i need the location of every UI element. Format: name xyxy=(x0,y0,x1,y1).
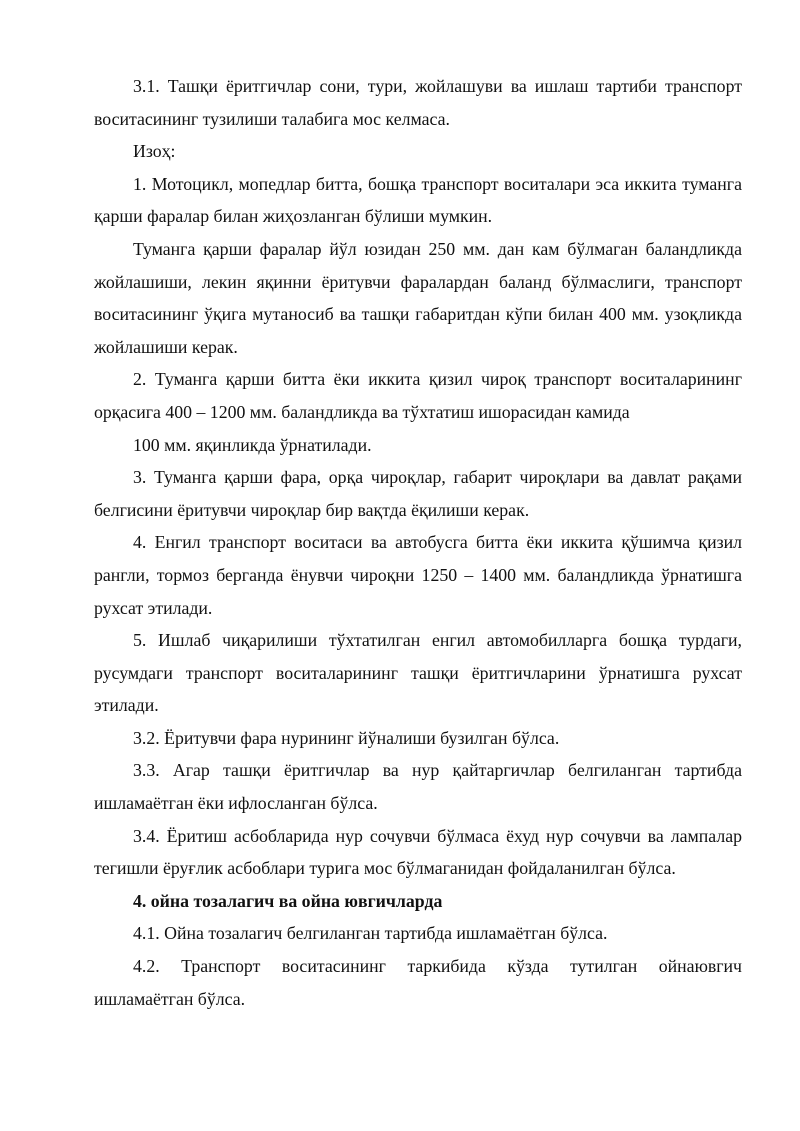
note-item-1: 1. Мотоцикл, мопедлар битта, бошқа транспорт воситалари эса иккита туманга қарши фаралар билан жиҳозланган бўлиши мумкин. xyxy=(94,173,742,227)
paragraph-4-2: 4.2. Транспорт воситасининг таркибида кўзда тутилган ойнаювгич ишламаётган бўлса. xyxy=(94,956,742,1009)
note-item-2-continuation: 100 мм. яқинликда ўрнатилади. xyxy=(133,434,372,455)
note-item-4: 4. Енгил транспорт воситаси ва автобусга битта ёки иккита қўшимча қизил рангли, тормоз берганда ёнувчи чироқни 1250 – 1400 мм. баландликда ўрнатишга рухсат этилади. xyxy=(94,532,742,618)
note-item-3: 3. Туманга қарши фара, орқа чироқлар, габарит чироқлари ва давлат рақами белгисини ёритувчи чироқлар бир вақтда ёқилиши керак. xyxy=(94,467,742,520)
paragraph-4-1: 4.1. Ойна тозалагич белгиланган тартибда ишламаётган бўлса. xyxy=(133,923,608,944)
section-4-heading: 4. ойна тозалагич ва ойна ювгичларда xyxy=(133,890,443,911)
paragraph-3-3: 3.3. Агар ташқи ёритгичлар ва нур қайтаргичлар белгиланган тартибда ишламаётган ёки ифлосланган бўлса. xyxy=(94,760,742,814)
paragraph-3-4: 3.4. Ёритиш асбобларида нур сочувчи бўлмаса ёхуд нур сочувчи ва лампалар тегишли ёруғлик асбоблари турига мос бўлмаганидан фойдаланилган бўлса. xyxy=(94,825,742,879)
note-item-2: 2. Туманга қарши битта ёки иккита қизил чироқ транспорт воситаларининг орқасига 400 – 1200 мм. баландликда ва тўхтатиш ишорасидан камида xyxy=(94,369,742,422)
paragraph-3-2: 3.2. Ёритувчи фара нурининг йўналиши бузилган бўлса. xyxy=(133,727,560,748)
document-page xyxy=(94,70,742,1015)
note-item-5: 5. Ишлаб чиқарилиши тўхтатилган енгил автомобилларга бошқа турдаги, русумдаги транспорт воситаларининг ташқи ёритгичларини ўрнатишга рухсат этилади. xyxy=(94,630,742,716)
paragraph-3-1: 3.1. Ташқи ёритгичлар сони, тури, жойлашуви ва ишлаш тартиби транспорт воситасининг тузилиши талабига мос келмаса. xyxy=(94,76,742,129)
note-item-1-detail: Туманга қарши фаралар йўл юзидан 250 мм. дан кам бўлмаган баландликда жойлашиши, лекин яқинни ёритувчи фаралардан баланд бўлмаслиги, транспорт воситасининг ўқига мутаносиб ва ташқи габаритдан кўпи билан 400 мм. узоқликда жойлашиши керак. xyxy=(94,238,742,357)
note-label: Изоҳ: xyxy=(133,141,176,162)
